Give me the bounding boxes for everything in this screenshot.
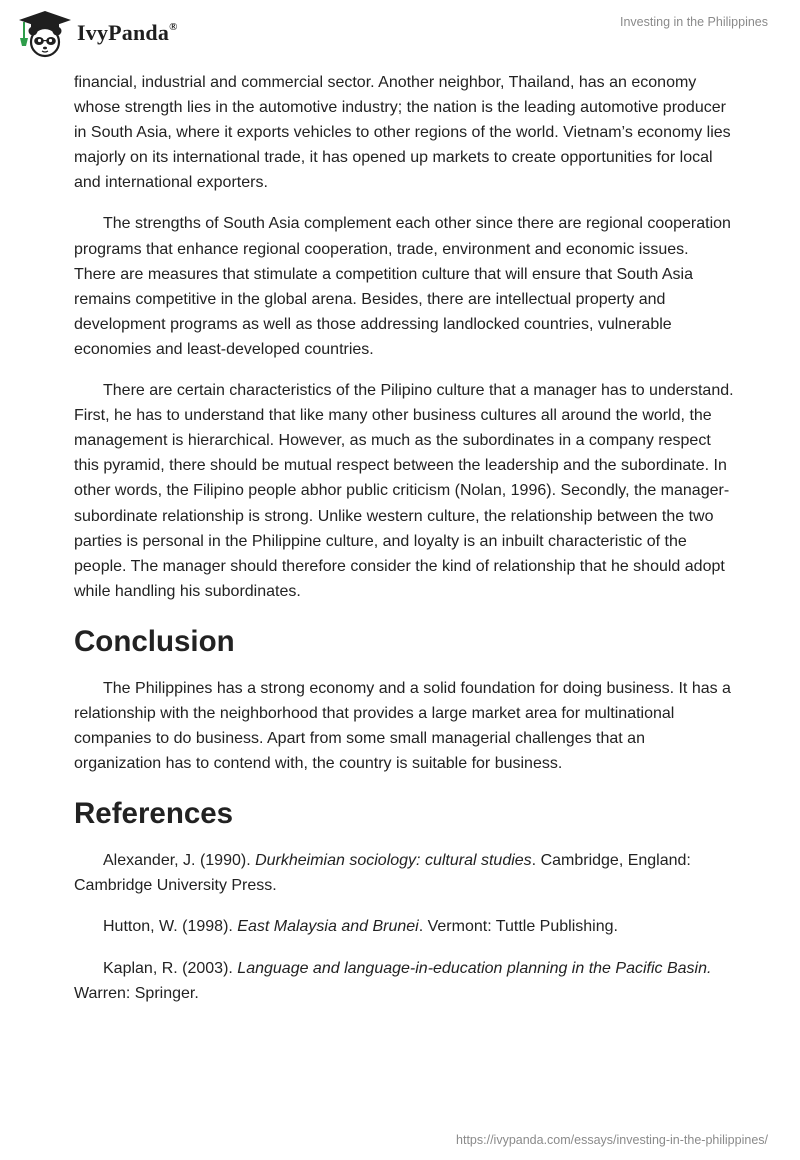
registered-mark: ® xyxy=(169,20,178,33)
panda-graduate-icon xyxy=(15,8,71,58)
reference-item: Kaplan, R. (2003). Language and language-in-education planning in the Pacific Basin. Warren: Springer. xyxy=(74,959,712,1002)
reference-title: East Malaysia and Brunei xyxy=(237,918,419,936)
body-paragraph: The strengths of South Asia complement each other since there are regional cooperation programs that enhance regional cooperation, trade, environment and economic issues. There are measures that stimulate a competition culture that will ensure that South Asia remains competitive in the global arena. Besides, there are intellectual property and development programs as well as those addressing landlocked countries, vulnerable economies and least-developed countries. xyxy=(74,215,731,358)
conclusion-heading: Conclusion xyxy=(74,624,235,658)
conclusion-paragraph: The Philippines has a strong economy and a solid foundation for doing business. It has a relationship with the neighborhood that provides a large market area for multinational companies to do business. Apart from some small managerial challenges that an organization has to contend with, the country is suitable for business. xyxy=(74,679,731,773)
document-title: Investing in the Philippines xyxy=(619,15,768,29)
reference-item: Hutton, W. (1998). East Malaysia and Brunei. Vermont: Tuttle Publishing. xyxy=(103,918,618,936)
page-header xyxy=(0,0,800,75)
reference-title: Durkheimian sociology: cultural studies xyxy=(255,852,532,870)
reference-item: Alexander, J. (1990). Durkheimian sociology: cultural studies. Cambridge, England: Cambridge University Press. xyxy=(74,852,691,895)
essay-content xyxy=(74,70,734,1022)
body-paragraph: financial, industrial and commercial sector. Another neighbor, Thailand, has an economy whose strength lies in the automotive industry; the nation is the leading automotive producer in South Asia, where it exports vehicles to other regions of the world. Vietnam’s economy lies majorly on its international trade, it has opened up markets to create opportunities for local and international exporters. xyxy=(74,74,731,192)
logo-wordmark: IvyPanda® xyxy=(77,20,178,45)
references-heading: References xyxy=(74,797,234,831)
ivypanda-logo[interactable] xyxy=(15,8,178,58)
source-url[interactable]: https://ivypanda.com/essays/investing-in-the-philippines/ xyxy=(456,1133,768,1147)
reference-title: Language and language-in-education planning in the Pacific Basin. xyxy=(237,959,712,977)
body-paragraph: There are certain characteristics of the Pilipino culture that a manager has to understand. First, he has to understand that like many other business cultures all around the world, the management is hierarchical. However, as much as the subordinates in a company respect this pyramid, there should be mutual respect between the leadership and the subordinate. In other words, the Filipino people abhor public criticism (Nolan, 1996). Secondly, the manager-subordinate relationship is strong. Unlike western culture, the relationship between the two parties is personal in the Philippine culture, and loyalty is an inbuilt characteristic of the people. The manager should therefore consider the kind of relationship that he should adopt while handling his subordinates. xyxy=(74,382,734,600)
